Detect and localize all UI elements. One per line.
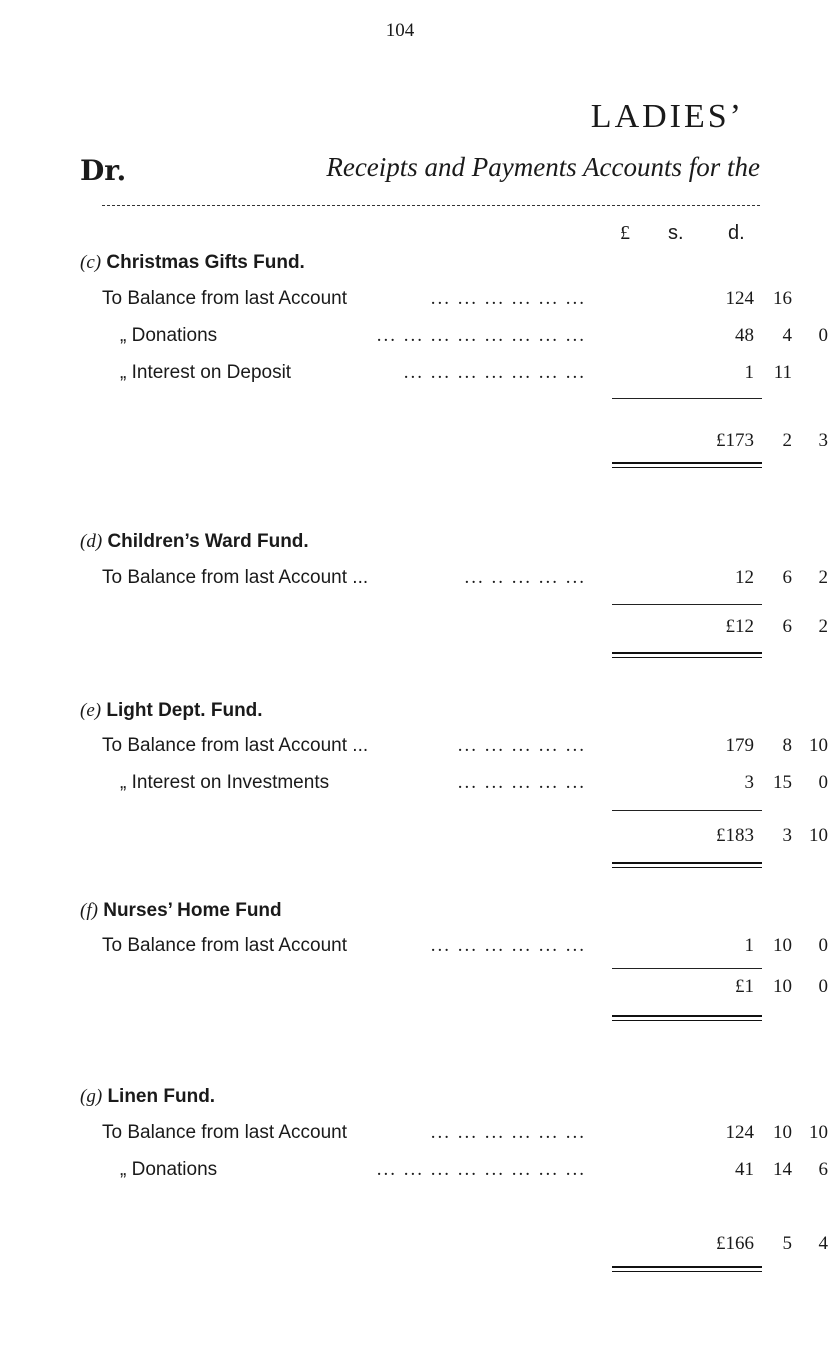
amount-pounds: 3 xyxy=(744,772,754,793)
amount-pounds: 1 xyxy=(744,935,754,956)
total-pence: 3 xyxy=(818,430,828,451)
section-heading xyxy=(80,900,282,922)
section-heading xyxy=(80,531,309,553)
leader-dots: ... .. ... ... ... xyxy=(464,567,586,588)
row-label: To Balance from last Account xyxy=(102,288,348,309)
amount-shillings: 10 xyxy=(773,1122,792,1143)
leader-dots: ... ... ... ... ... ... ... ... xyxy=(376,1159,586,1180)
shillings-header: s. xyxy=(668,222,684,244)
section-name: Linen Fund. xyxy=(107,1086,216,1107)
double-rule xyxy=(612,652,762,658)
amount-pounds: 124 xyxy=(725,288,754,309)
row-label: „ Interest on Deposit xyxy=(120,362,292,383)
section-total xyxy=(102,1233,828,1263)
total-shillings: 10 xyxy=(773,976,792,997)
section-letter: (e) xyxy=(80,700,102,721)
amount-pence: 0 xyxy=(818,325,828,346)
amount-pounds: 41 xyxy=(735,1159,754,1180)
section-name: Nurses’ Home Fund xyxy=(103,900,282,921)
section-total xyxy=(102,430,828,460)
row-label: To Balance from last Account xyxy=(102,935,348,956)
amount-pence: 2 xyxy=(818,567,828,588)
account-subtitle: Receipts and Payments Accounts for the xyxy=(326,152,760,182)
total-pounds: £183 xyxy=(716,825,754,846)
leader-dots: ... ... ... ... ... xyxy=(457,772,586,793)
leader-dots: ... ... ... ... ... ... xyxy=(430,288,586,309)
total-pence: 2 xyxy=(818,616,828,637)
row-label: „ Interest on Investments xyxy=(120,772,330,793)
total-pounds: £173 xyxy=(716,430,754,451)
section-letter: (g) xyxy=(80,1086,103,1107)
section-total xyxy=(102,616,828,646)
total-pounds: £166 xyxy=(716,1233,754,1254)
section-heading xyxy=(80,700,263,722)
amount-pounds: 12 xyxy=(735,567,754,588)
total-shillings: 2 xyxy=(782,430,792,451)
section-name: Christmas Gifts Fund. xyxy=(106,252,305,273)
debit-label: Dr. xyxy=(80,154,127,187)
row-label: „ Donations xyxy=(120,325,218,346)
double-rule xyxy=(612,1015,762,1021)
header-rule xyxy=(102,205,760,206)
subtotal-rule xyxy=(612,968,762,969)
row-label: To Balance from last Account ... xyxy=(102,567,369,588)
total-pounds: £1 xyxy=(735,976,754,997)
amount-shillings: 8 xyxy=(782,735,792,756)
section-heading xyxy=(80,1086,215,1108)
amount-pence: 10 xyxy=(809,735,828,756)
total-shillings: 5 xyxy=(782,1233,792,1254)
double-rule xyxy=(612,1266,762,1272)
amount-shillings: 10 xyxy=(773,935,792,956)
amount-pounds: 179 xyxy=(725,735,754,756)
ledger-row xyxy=(102,1159,828,1189)
amount-pounds: 48 xyxy=(735,325,754,346)
amount-pence: 6 xyxy=(818,1159,828,1180)
ledger-row xyxy=(102,735,828,765)
leader-dots: ... ... ... ... ... xyxy=(457,735,586,756)
subtotal-rule xyxy=(612,604,762,605)
subtotal-rule xyxy=(612,810,762,811)
ledger-row xyxy=(102,325,828,355)
total-shillings: 3 xyxy=(782,825,792,846)
amount-shillings: 6 xyxy=(782,567,792,588)
row-label: „ Donations xyxy=(120,1159,218,1180)
section-letter: (d) xyxy=(80,531,103,552)
pence-header: d. xyxy=(728,222,745,244)
total-pence: 0 xyxy=(818,976,828,997)
double-rule xyxy=(612,462,762,468)
amount-pounds: 1 xyxy=(744,362,754,383)
total-pounds: £12 xyxy=(725,616,754,637)
leader-dots: ... ... ... ... ... ... xyxy=(430,935,586,956)
section-name: Light Dept. Fund. xyxy=(106,700,263,721)
amount-pence: 0 xyxy=(818,935,828,956)
section-total xyxy=(102,976,828,1006)
ledger-row xyxy=(102,567,828,597)
amount-shillings: 4 xyxy=(782,325,792,346)
ledger-row xyxy=(102,288,792,318)
amount-shillings: 14 xyxy=(773,1159,792,1180)
amount-pence: 10 xyxy=(809,1122,828,1143)
amount-shillings: 15 xyxy=(773,772,792,793)
total-pence: 10 xyxy=(809,825,828,846)
leader-dots: ... ... ... ... ... ... ... xyxy=(403,362,586,383)
ledger-row xyxy=(102,772,828,802)
amount-shillings: 16 xyxy=(773,288,792,309)
section-letter: (c) xyxy=(80,252,102,273)
amount-shillings: 11 xyxy=(773,362,792,383)
amount-pence: 0 xyxy=(818,772,828,793)
ledger-row xyxy=(102,935,828,965)
page-number: 104 xyxy=(385,20,415,41)
pounds-header: £ xyxy=(620,222,630,244)
leader-dots: ... ... ... ... ... ... ... ... xyxy=(376,325,586,346)
total-shillings: 6 xyxy=(782,616,792,637)
leader-dots: ... ... ... ... ... ... xyxy=(430,1122,586,1143)
ledger-row xyxy=(102,362,792,392)
section-name: Children’s Ward Fund. xyxy=(107,531,309,552)
section-total xyxy=(102,825,828,855)
ledger-row xyxy=(102,1122,828,1152)
section-heading xyxy=(80,252,305,274)
row-label: To Balance from last Account ... xyxy=(102,735,369,756)
row-label: To Balance from last Account xyxy=(102,1122,348,1143)
account-title: LADIES’ xyxy=(590,98,744,135)
total-pence: 4 xyxy=(818,1233,828,1254)
subtotal-rule xyxy=(612,398,762,399)
double-rule xyxy=(612,862,762,868)
amount-pounds: 124 xyxy=(725,1122,754,1143)
section-letter: (f) xyxy=(80,900,98,921)
